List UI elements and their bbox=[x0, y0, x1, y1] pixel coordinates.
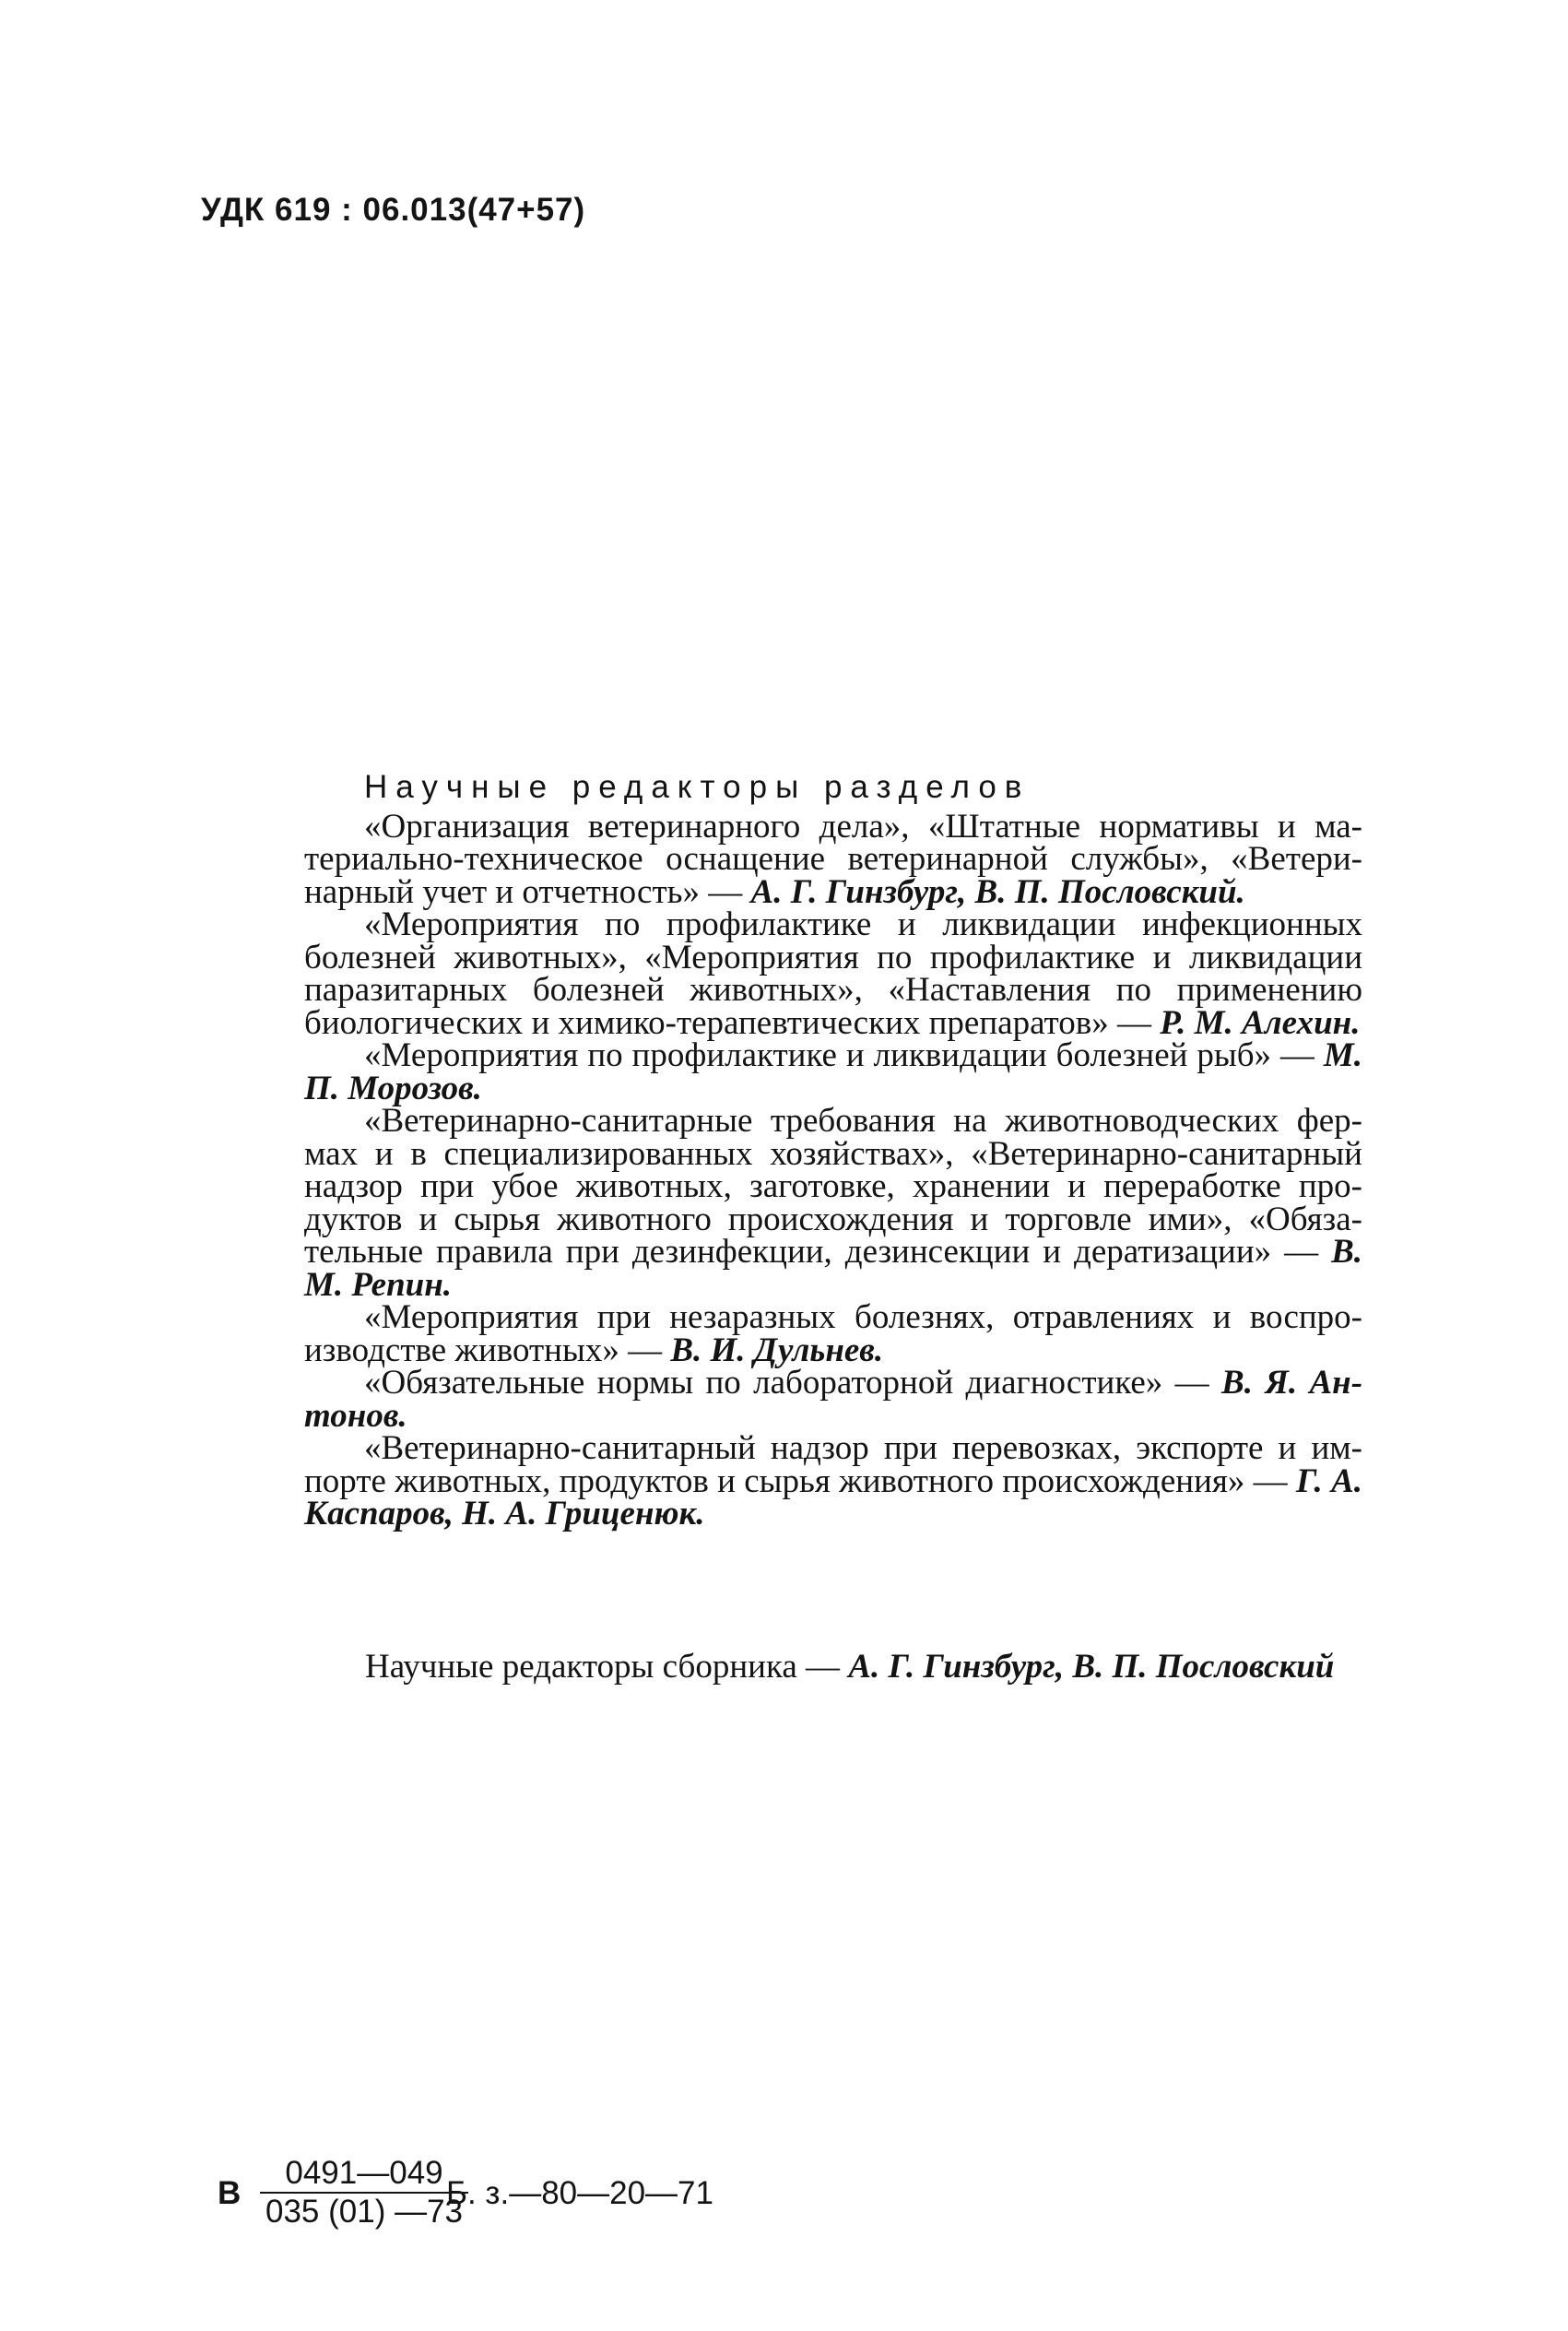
collection-label: Научные редакторы сборника — bbox=[365, 1648, 849, 1686]
section-editors-block bbox=[304, 771, 1362, 1531]
entry-authors: В. М. Репин. bbox=[304, 1233, 1362, 1304]
entry-text: «Ветеринарно-санитарный надзор при перевозках, экспорте и импорте животных, продуктов и сырья животного происхождения» — bbox=[304, 1429, 1362, 1500]
entry-authors: А. Г. Гинзбург, В. П. Пословский. bbox=[750, 872, 1245, 911]
entry-authors: М. П. Морозов. bbox=[304, 1036, 1362, 1107]
code-fraction bbox=[260, 2155, 468, 2230]
section-editors-heading: Научные редакторы разделов bbox=[364, 769, 1031, 805]
editor-entry bbox=[304, 1298, 1362, 1369]
editor-entry bbox=[304, 1429, 1362, 1532]
entry-text: «Обязательные нормы по лабораторной диагностике» — bbox=[364, 1364, 1222, 1402]
editor-entry bbox=[304, 1102, 1362, 1304]
code-numerator: 0491—049 bbox=[285, 2155, 443, 2191]
entry-authors: В. И. Дульнев. bbox=[670, 1331, 884, 1369]
entry-text: «Ветеринарно-санитарные требования на животноводческих фермах и в специализированных хозяйствах», «Ветеринарно-санитарный надзор при убое животных, заготовке, хранении и переработке продуктов и сырья животного происхождения и торговле ими», «Обязательные правила при дезинфекции, дезинсекции и дератизации» — bbox=[304, 1102, 1362, 1271]
editor-entry bbox=[304, 807, 1362, 911]
entry-authors: В. Я. Антонов. bbox=[304, 1364, 1363, 1435]
entry-text: «Мероприятия по профилактике и ликвидации болезней рыб» — bbox=[364, 1036, 1324, 1074]
entry-authors: Г. А. Каспаров, Н. А. Гриценюк. bbox=[304, 1461, 1362, 1532]
entry-authors: Р. М. Алехин. bbox=[1160, 1003, 1361, 1042]
entry-text: «Организация ветеринарного дела», «Штатные нормативы и материально-техническое оснащение ветеринарной службы», «Ветеринарный учет и отчетность» — bbox=[304, 807, 1362, 911]
entry-text: «Мероприятия при незаразных болезнях, отравлениях и воспроизводстве животных» — bbox=[304, 1298, 1362, 1369]
entry-text: «Мероприятия по профилактике и ликвидации инфекционных болезней животных», «Мероприятия по профилактике и ликвидации паразитарных болезней животных», «Наставления по применению биологических и химико-терапевтических препаратов» — bbox=[304, 905, 1362, 1042]
code-letter: В bbox=[218, 2175, 242, 2211]
code-denominator: 035 (01) —73 bbox=[260, 2192, 468, 2230]
publication-code bbox=[218, 2155, 771, 2247]
editor-entry bbox=[304, 1036, 1362, 1107]
collection-editors-line bbox=[365, 1647, 1334, 1686]
collection-authors: А. Г. Гинзбург, В. П. Пословский bbox=[848, 1648, 1335, 1686]
udk-code: УДК 619 : 06.013(47+57) bbox=[201, 192, 586, 228]
editor-entry bbox=[304, 1364, 1363, 1435]
code-suffix: Б. з.—80—20—71 bbox=[446, 2175, 713, 2211]
editor-entry bbox=[304, 905, 1362, 1042]
